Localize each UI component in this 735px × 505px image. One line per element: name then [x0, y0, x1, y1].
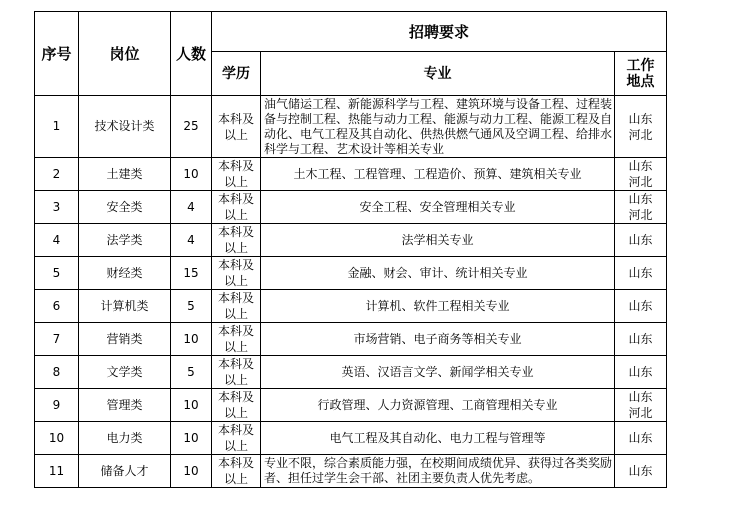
row-education: 本科及 以上	[212, 158, 261, 191]
row-position: 管理类	[79, 389, 171, 422]
row-count: 4	[171, 224, 212, 257]
table-row	[35, 224, 667, 257]
row-location: 山东 河北	[615, 158, 667, 191]
table-row	[35, 422, 667, 455]
row-position: 土建类	[79, 158, 171, 191]
table-row	[35, 323, 667, 356]
header-count: 人数	[171, 12, 212, 96]
header-position: 岗位	[79, 12, 171, 96]
row-location: 山东 河北	[615, 389, 667, 422]
row-count: 10	[171, 389, 212, 422]
row-location: 山东	[615, 356, 667, 389]
row-position: 储备人才	[79, 455, 171, 488]
table-row	[35, 356, 667, 389]
row-location: 山东	[615, 224, 667, 257]
row-position: 计算机类	[79, 290, 171, 323]
row-education: 本科及 以上	[212, 96, 261, 158]
row-location: 山东	[615, 257, 667, 290]
table-row	[35, 96, 667, 158]
row-seq: 11	[35, 455, 79, 488]
row-education: 本科及 以上	[212, 290, 261, 323]
row-position: 电力类	[79, 422, 171, 455]
row-education: 本科及 以上	[212, 191, 261, 224]
row-seq: 8	[35, 356, 79, 389]
row-position: 文学类	[79, 356, 171, 389]
row-education: 本科及 以上	[212, 422, 261, 455]
row-seq: 7	[35, 323, 79, 356]
table-row	[35, 191, 667, 224]
header-location	[615, 52, 667, 96]
row-count: 4	[171, 191, 212, 224]
row-seq: 4	[35, 224, 79, 257]
row-seq: 1	[35, 96, 79, 158]
row-count: 10	[171, 158, 212, 191]
header-location-line1: 工作	[626, 57, 655, 74]
row-major: 土木工程、工程管理、工程造价、预算、建筑相关专业	[261, 158, 615, 191]
row-major: 市场营销、电子商务等相关专业	[261, 323, 615, 356]
row-major: 金融、财会、审计、统计相关专业	[261, 257, 615, 290]
header-education: 学历	[212, 52, 261, 96]
row-education: 本科及 以上	[212, 455, 261, 488]
header-major: 专业	[261, 52, 615, 96]
recruitment-table	[34, 11, 667, 488]
row-location: 山东 河北	[615, 191, 667, 224]
row-education: 本科及 以上	[212, 257, 261, 290]
table-row	[35, 257, 667, 290]
row-location: 山东	[615, 455, 667, 488]
row-count: 10	[171, 323, 212, 356]
row-major: 油气储运工程、新能源科学与工程、建筑环境与设备工程、过程装备与控制工程、热能与动力工程、能源与动力工程、能源工程及自动化、电气工程及其自动化、供热供燃气通风及空调工程、给排水科学与工程、艺术设计等相关专业	[261, 96, 615, 158]
header-location-line2: 地点	[626, 73, 655, 90]
header-seq: 序号	[35, 12, 79, 96]
row-seq: 6	[35, 290, 79, 323]
row-seq: 2	[35, 158, 79, 191]
table-row	[35, 290, 667, 323]
row-count: 15	[171, 257, 212, 290]
row-position: 财经类	[79, 257, 171, 290]
row-education: 本科及 以上	[212, 356, 261, 389]
row-count: 5	[171, 290, 212, 323]
row-major: 电气工程及其自动化、电力工程与管理等	[261, 422, 615, 455]
row-position: 营销类	[79, 323, 171, 356]
row-seq: 3	[35, 191, 79, 224]
row-major: 专业不限，综合素质能力强，在校期间成绩优异、获得过各类奖励者、担任过学生会干部、社团主要负责人优先考虑。	[261, 455, 615, 488]
row-count: 10	[171, 455, 212, 488]
row-education: 本科及 以上	[212, 323, 261, 356]
row-major: 计算机、软件工程相关专业	[261, 290, 615, 323]
row-seq: 10	[35, 422, 79, 455]
row-education: 本科及 以上	[212, 224, 261, 257]
row-location: 山东	[615, 290, 667, 323]
row-location: 山东	[615, 323, 667, 356]
row-location: 山东 河北	[615, 96, 667, 158]
table-row	[35, 158, 667, 191]
row-education: 本科及 以上	[212, 389, 261, 422]
row-seq: 5	[35, 257, 79, 290]
row-position: 技术设计类	[79, 96, 171, 158]
row-position: 法学类	[79, 224, 171, 257]
header-requirements: 招聘要求	[212, 12, 667, 52]
row-major: 英语、汉语言文学、新闻学相关专业	[261, 356, 615, 389]
row-count: 5	[171, 356, 212, 389]
row-seq: 9	[35, 389, 79, 422]
row-major: 行政管理、人力资源管理、工商管理相关专业	[261, 389, 615, 422]
table-row	[35, 389, 667, 422]
row-count: 25	[171, 96, 212, 158]
row-position: 安全类	[79, 191, 171, 224]
row-location: 山东	[615, 422, 667, 455]
row-count: 10	[171, 422, 212, 455]
row-major: 安全工程、安全管理相关专业	[261, 191, 615, 224]
table-row	[35, 455, 667, 488]
row-major: 法学相关专业	[261, 224, 615, 257]
